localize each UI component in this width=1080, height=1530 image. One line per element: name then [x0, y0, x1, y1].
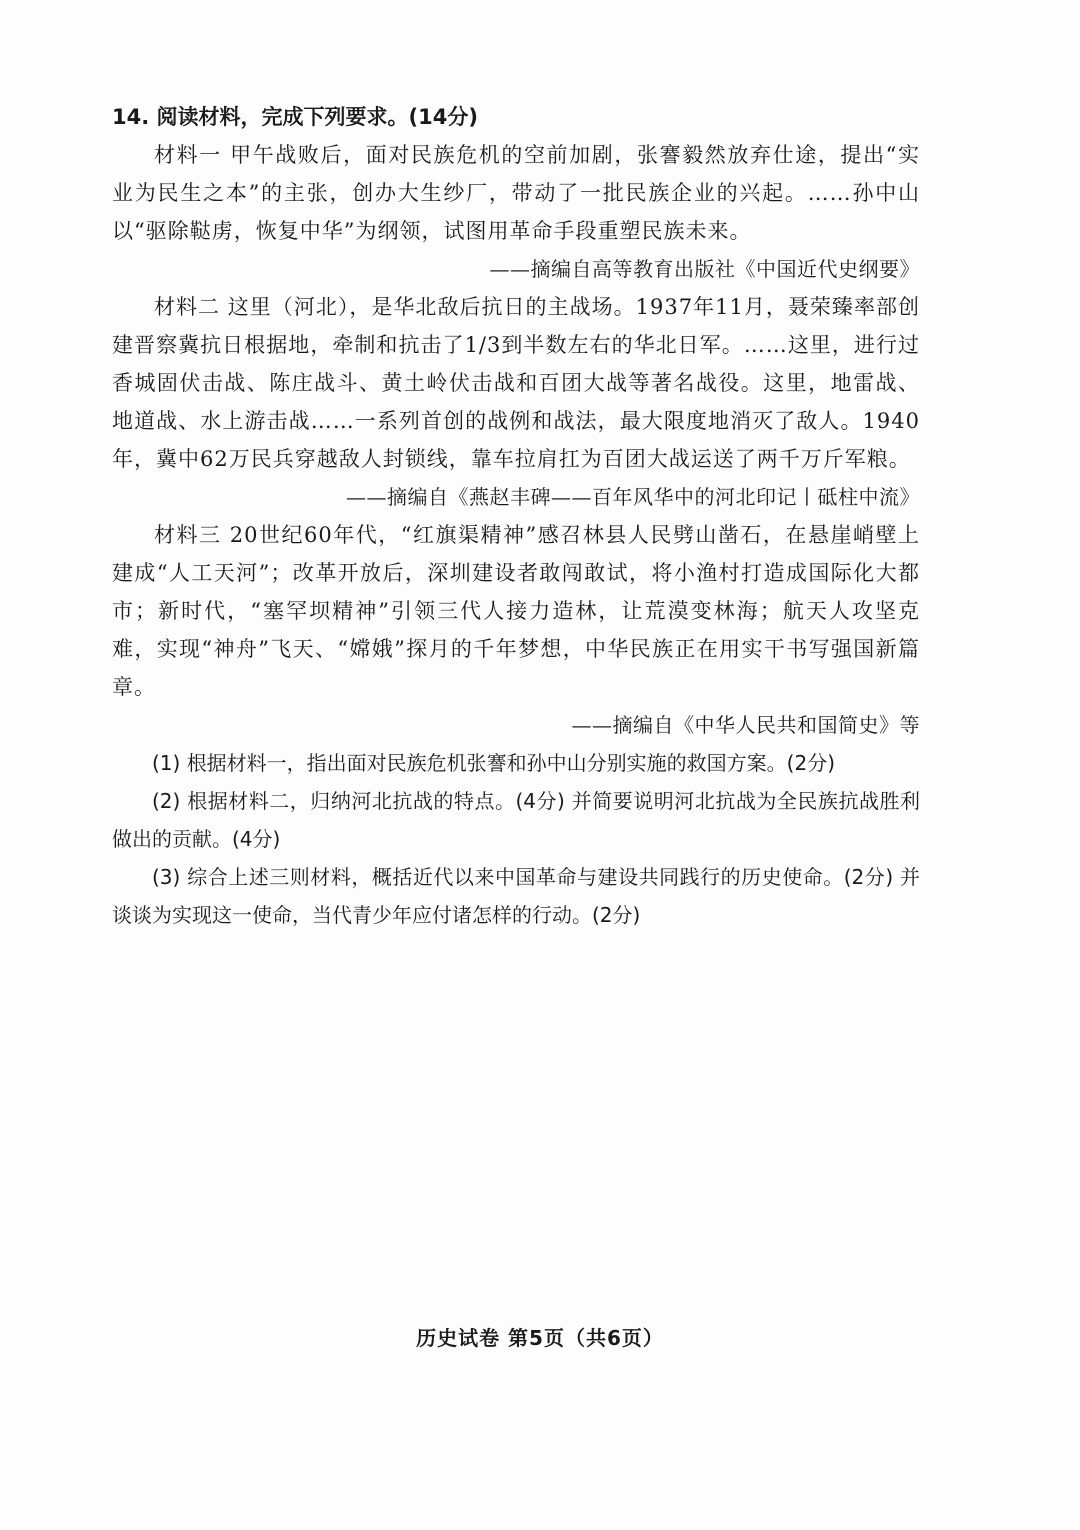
material-1	[112, 136, 920, 288]
material-text: 材料二 这里（河北），是华北敌后抗日的主战场。1937年11月，聂荣臻率部创建晋察冀抗日根据地，牵制和抗击了1/3到半数左右的华北日军。……这里，进行过香城固伏击战、陈庄战斗、黄土岭伏击战和百团大战等著名战役。这里，地雷战、地道战、水上游击战……一系列首创的战例和战法，最大限度地消灭了敌人。1940年，冀中62万民兵穿越敌人封锁线，靠车拉肩扛为百团大战运送了两千万斤军粮。	[112, 295, 920, 471]
sub-questions	[112, 744, 920, 934]
material-2	[112, 288, 920, 516]
material-text: 材料一 甲午战败后，面对民族危机的空前加剧，张謇毅然放弃仕途，提出“实业为民生之本”的主张，创办大生纱厂，带动了一批民族企业的兴起。……孙中山以“驱除鞑虏，恢复中华”为纲领，试图用革命手段重塑民族未来。	[112, 143, 920, 243]
material-3	[112, 516, 920, 744]
material-source: ——摘编自《中华人民共和国简史》等	[571, 713, 920, 737]
material-text: 材料三 20世纪60年代，“红旗渠精神”感召林县人民劈山凿石，在悬崖峭壁上建成“人工天河”；改革开放后，深圳建设者敢闯敢试，将小渔村打造成国际化大都市；新时代，“塞罕坝精神”引领三代人接力造林，让荒漠变林海；航天人攻坚克难，实现“神舟”飞天、“嫦娥”探月的千年梦想，中华民族正在用实干书写强国新篇章。	[112, 523, 920, 699]
sub-question-2: (2) 根据材料二，归纳河北抗战的特点。(4分) 并简要说明河北抗战为全民族抗战胜利做出的贡献。(4分)	[112, 789, 920, 851]
sub-question-1: (1) 根据材料一，指出面对民族危机张謇和孙中山分别实施的救国方案。(2分)	[152, 751, 836, 775]
page-footer: 历史试卷 第5页（共6页）	[416, 1326, 664, 1350]
material-source: ——摘编自《燕赵丰碑——百年风华中的河北印记丨砥柱中流》	[346, 485, 920, 509]
material-source: ——摘编自高等教育出版社《中国近代史纲要》	[489, 257, 920, 281]
question-title: 14. 阅读材料，完成下列要求。(14分)	[112, 105, 478, 129]
sub-question-3: (3) 综合上述三则材料，概括近代以来中国革命与建设共同践行的历史使命。(2分) 并谈谈为实现这一使命，当代青少年应付诸怎样的行动。(2分)	[112, 865, 920, 927]
question-block	[112, 98, 920, 934]
